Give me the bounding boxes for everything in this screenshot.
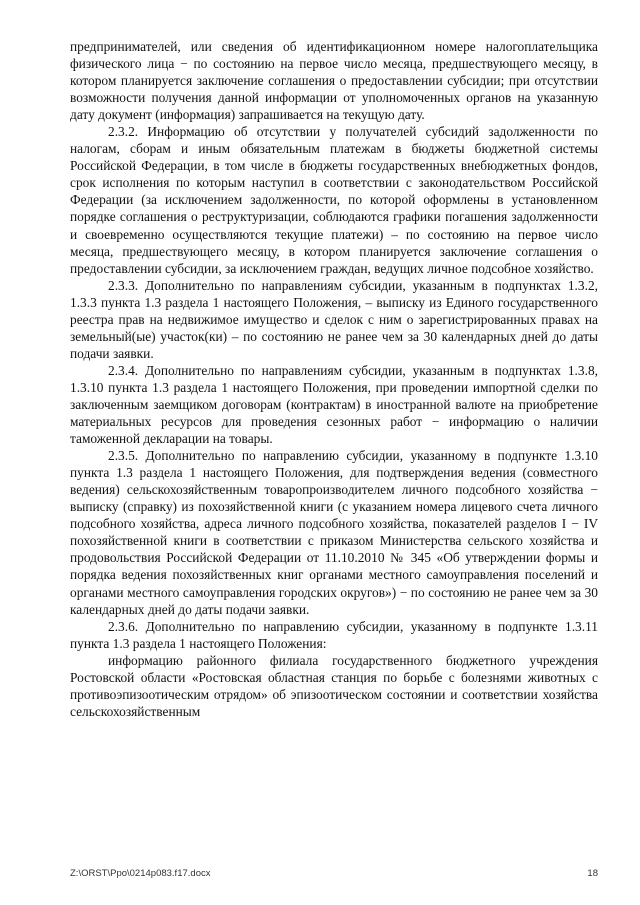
paragraph-continuation: предпринимателей, или сведения об идентификационном номере налогоплательщика физического лица − по состоянию на первое число месяца, предшествующего месяцу, в котором планируется заключение соглашения о предоставлении субсидии; при отсутствии возможности получения данной информации от уполномоченных органов на указанную дату документ (информация) запрашивается на текущую дату. — [70, 39, 598, 123]
paragraph-2-3-3: 2.3.3. Дополнительно по направлениям субсидии, указанным в подпунктах 1.3.2, 1.3.3 пункта 1.3 раздела 1 настоящего Положения, – выписку из Единого государственного реестра прав на недвижимое имущество и сделок с ним о зарегистрированных правах на земельный(ые) участок(ки) – по состоянию не ранее чем за 30 календарных дней до даты подачи заявки. — [70, 277, 598, 361]
paragraph-2-3-6: 2.3.6. Дополнительно по направлению субсидии, указанному в подпункте 1.3.11 пункта 1.3 раздела 1 настоящего Положения: — [70, 618, 598, 651]
paragraph-district-branch-info: информацию районного филиала государственного бюджетного учреждения Ростовской области «Ростовская областная станция по борьбе с болезнями животных с противоэпизоотическим отрядом» об эпизоотическом состоянии и соответствии хозяйства сельскохозяйственным — [70, 652, 598, 719]
footer-file-path: Z:\ORST\Ppo\0214p083.f17.docx — [70, 868, 211, 879]
page-number: 18 — [587, 868, 598, 879]
page-footer — [70, 868, 598, 879]
document-body — [70, 38, 598, 720]
paragraph-2-3-5: 2.3.5. Дополнительно по направлению субсидии, указанному в подпункте 1.3.10 пункта 1.3 раздела 1 настоящего Положения, для подтверждения ведения (совместного ведения) сельскохозяйственным товаропроизводителем личного подсобного хозяйства − выписку (справку) из похозяйственной книги (с указанием номера лицевого счета личного подсобного хозяйства, адреса личного подсобного хозяйства, показателей разделов I − IV похозяйственной книги в соответствии с приказом Министерства сельского хозяйства и продовольствия Российской Федерации от 11.10.2010 № 345 «Об утверждении формы и порядка ведения похозяйственных книг органами местного самоуправления поселений и органами местного самоуправления городских округов») − по состоянию не ранее чем за 30 календарных дней до даты подачи заявки. — [70, 448, 598, 617]
paragraph-2-3-2: 2.3.2. Информацию об отсутствии у получателей субсидий задолженности по налогам, сборам и иным обязательным платежам в бюджеты бюджетной системы Российской Федерации, в том числе в бюджеты государственных внебюджетных фондов, срок исполнения по которым наступил в соответствии с законодательством Российской Федерации (за исключением задолженности, по которой оформлены в установленном порядке соглашения о реструктуризации, соблюдаются графики погашения задолженности и своевременно осуществляются текущие платежи) – по состоянию на первое число месяца, предшествующего месяцу, в котором планируется заключение соглашения о предоставлении субсидии, за исключением граждан, ведущих личное подсобное хозяйство. — [70, 124, 598, 276]
paragraph-2-3-4: 2.3.4. Дополнительно по направлениям субсидии, указанным в подпунктах 1.3.8, 1.3.10 пункта 1.3 раздела 1 настоящего Положения, при проведении импортной сделки по заключенным заемщиком договорам (контрактам) в иностранной валюте на приобретение материальных ресурсов для проведения сезонных работ − информацию о наличии таможенной декларации на товары. — [70, 362, 598, 447]
